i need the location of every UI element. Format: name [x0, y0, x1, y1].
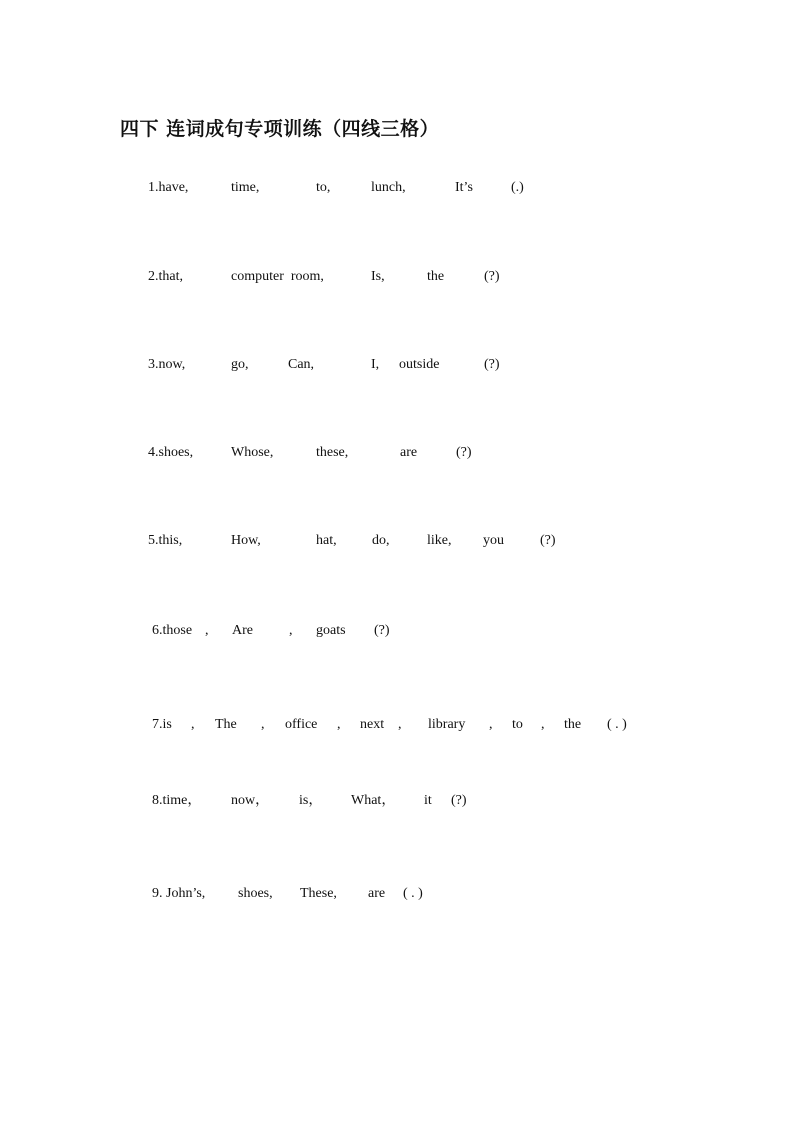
word: 1.have,: [148, 180, 189, 195]
punctuation: (?): [456, 445, 472, 460]
punctuation: (?): [451, 793, 467, 808]
word: I,: [371, 357, 380, 372]
comma: ,: [289, 623, 293, 638]
page-title: 四下 连词成句专项训练（四线三格）: [120, 118, 440, 140]
word: these,: [316, 445, 349, 460]
exercise-9: [0, 884, 600, 904]
punctuation: (?): [374, 623, 390, 638]
exercise-6: [0, 621, 600, 641]
word: Can,: [288, 357, 315, 372]
word: 9. John’s,: [152, 886, 206, 901]
word: Is,: [371, 269, 385, 284]
word: 8.time，: [152, 793, 202, 808]
word: 7.is: [152, 717, 172, 732]
word: computer room,: [231, 269, 324, 284]
word: It’s: [455, 180, 473, 195]
punctuation: ( . ): [403, 886, 423, 901]
punctuation: ( . ): [607, 717, 627, 732]
word: are: [368, 886, 386, 901]
word: go,: [231, 357, 249, 372]
word: lunch,: [371, 180, 406, 195]
word: How,: [231, 533, 261, 548]
exercise-1: [0, 178, 600, 198]
punctuation: (.): [511, 180, 524, 195]
comma: ,: [205, 623, 209, 638]
comma: ,: [489, 717, 493, 732]
word: to,: [316, 180, 331, 195]
word: What，: [351, 793, 396, 808]
word: shoes,: [238, 886, 273, 901]
word: you: [483, 533, 504, 548]
exercise-3: [0, 355, 600, 375]
comma: ,: [261, 717, 265, 732]
exercise-7: [0, 715, 627, 735]
word: outside: [399, 357, 440, 372]
word: 2.that,: [148, 269, 183, 284]
word: These,: [300, 886, 337, 901]
exercise-5: [0, 531, 600, 551]
word: The: [215, 717, 237, 732]
punctuation: (?): [484, 357, 500, 372]
word: 5.this,: [148, 533, 183, 548]
word: 6.those: [152, 623, 193, 638]
word: do,: [372, 533, 390, 548]
word: next: [360, 717, 385, 732]
word: 3.now,: [148, 357, 186, 372]
comma: ,: [191, 717, 195, 732]
exercise-4: [0, 443, 600, 463]
exercise-2: [0, 267, 600, 287]
word: time,: [231, 180, 260, 195]
word: Are: [232, 623, 253, 638]
word: Whose,: [231, 445, 274, 460]
word: library: [428, 717, 466, 732]
word: goats: [316, 623, 346, 638]
word: hat,: [316, 533, 337, 548]
word: it: [424, 793, 432, 808]
word: 4.shoes,: [148, 445, 194, 460]
punctuation: (?): [484, 269, 500, 284]
word: the: [564, 717, 582, 732]
comma: ,: [337, 717, 341, 732]
punctuation: (?): [540, 533, 556, 548]
word: like,: [427, 533, 452, 548]
word: is，: [299, 793, 323, 808]
word: now，: [231, 793, 270, 808]
comma: ,: [541, 717, 545, 732]
word: to: [512, 717, 523, 732]
comma: ,: [398, 717, 402, 732]
word: the: [427, 269, 445, 284]
word: are: [400, 445, 418, 460]
exercise-8: [0, 791, 600, 811]
word: office: [285, 717, 318, 732]
